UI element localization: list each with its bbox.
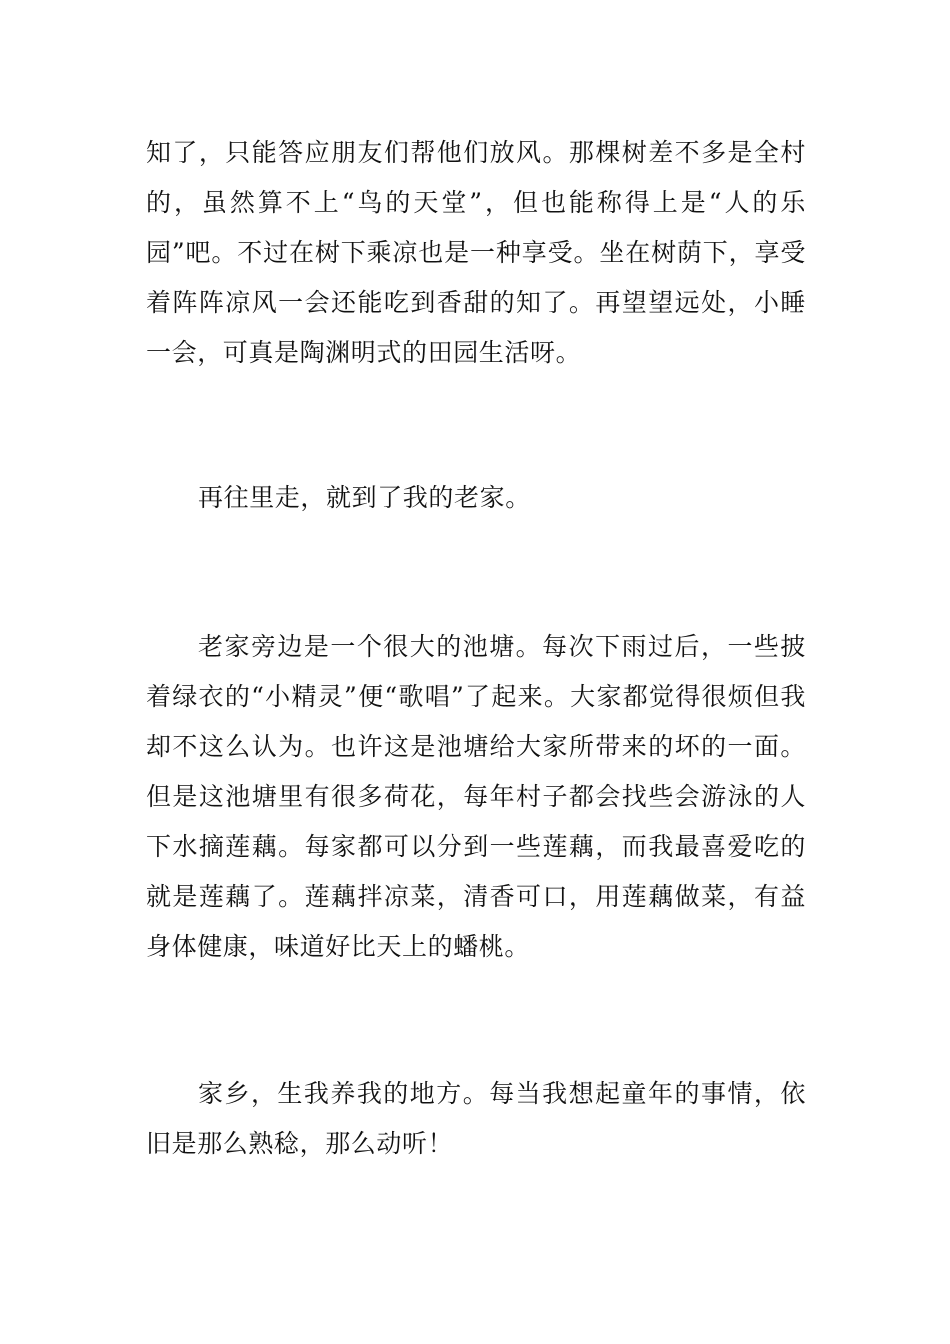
paragraph-3: 老家旁边是一个很大的池塘。每次下雨过后，一些披着绿衣的“小精灵”便“歌唱”了起来。大家都觉得很烦但我却不这么认为。也许这是池塘给大家所带来的坏的一面。但是这池塘里有很多荷花，每年村子都会找些会游泳的人下水摘莲藕。每家都可以分到一些莲藕，而我最喜爱吃的就是莲藕了。莲藕拌凉菜，清香可口，用莲藕做菜，有益身体健康，味道好比天上的蟠桃。 [146, 632, 806, 961]
paragraph-1: 知了，只能答应朋友们帮他们放风。那棵树差不多是全村的，虽然算不上“鸟的天堂”，但也能称得上是“人的乐园”吧。不过在树下乘凉也是一种享受。坐在树荫下，享受着阵阵凉风一会还能吃到香甜的知了。再望望远处，小睡一会，可真是陶渊明式的田园生活呀。 [146, 138, 806, 367]
paragraph-4: 家乡，生我养我的地方。每当我想起童年的事情，依旧是那么熟稔，那么动听！ [146, 1079, 806, 1158]
paragraph-2: 再往里走，就到了我的老家。 [198, 483, 531, 512]
